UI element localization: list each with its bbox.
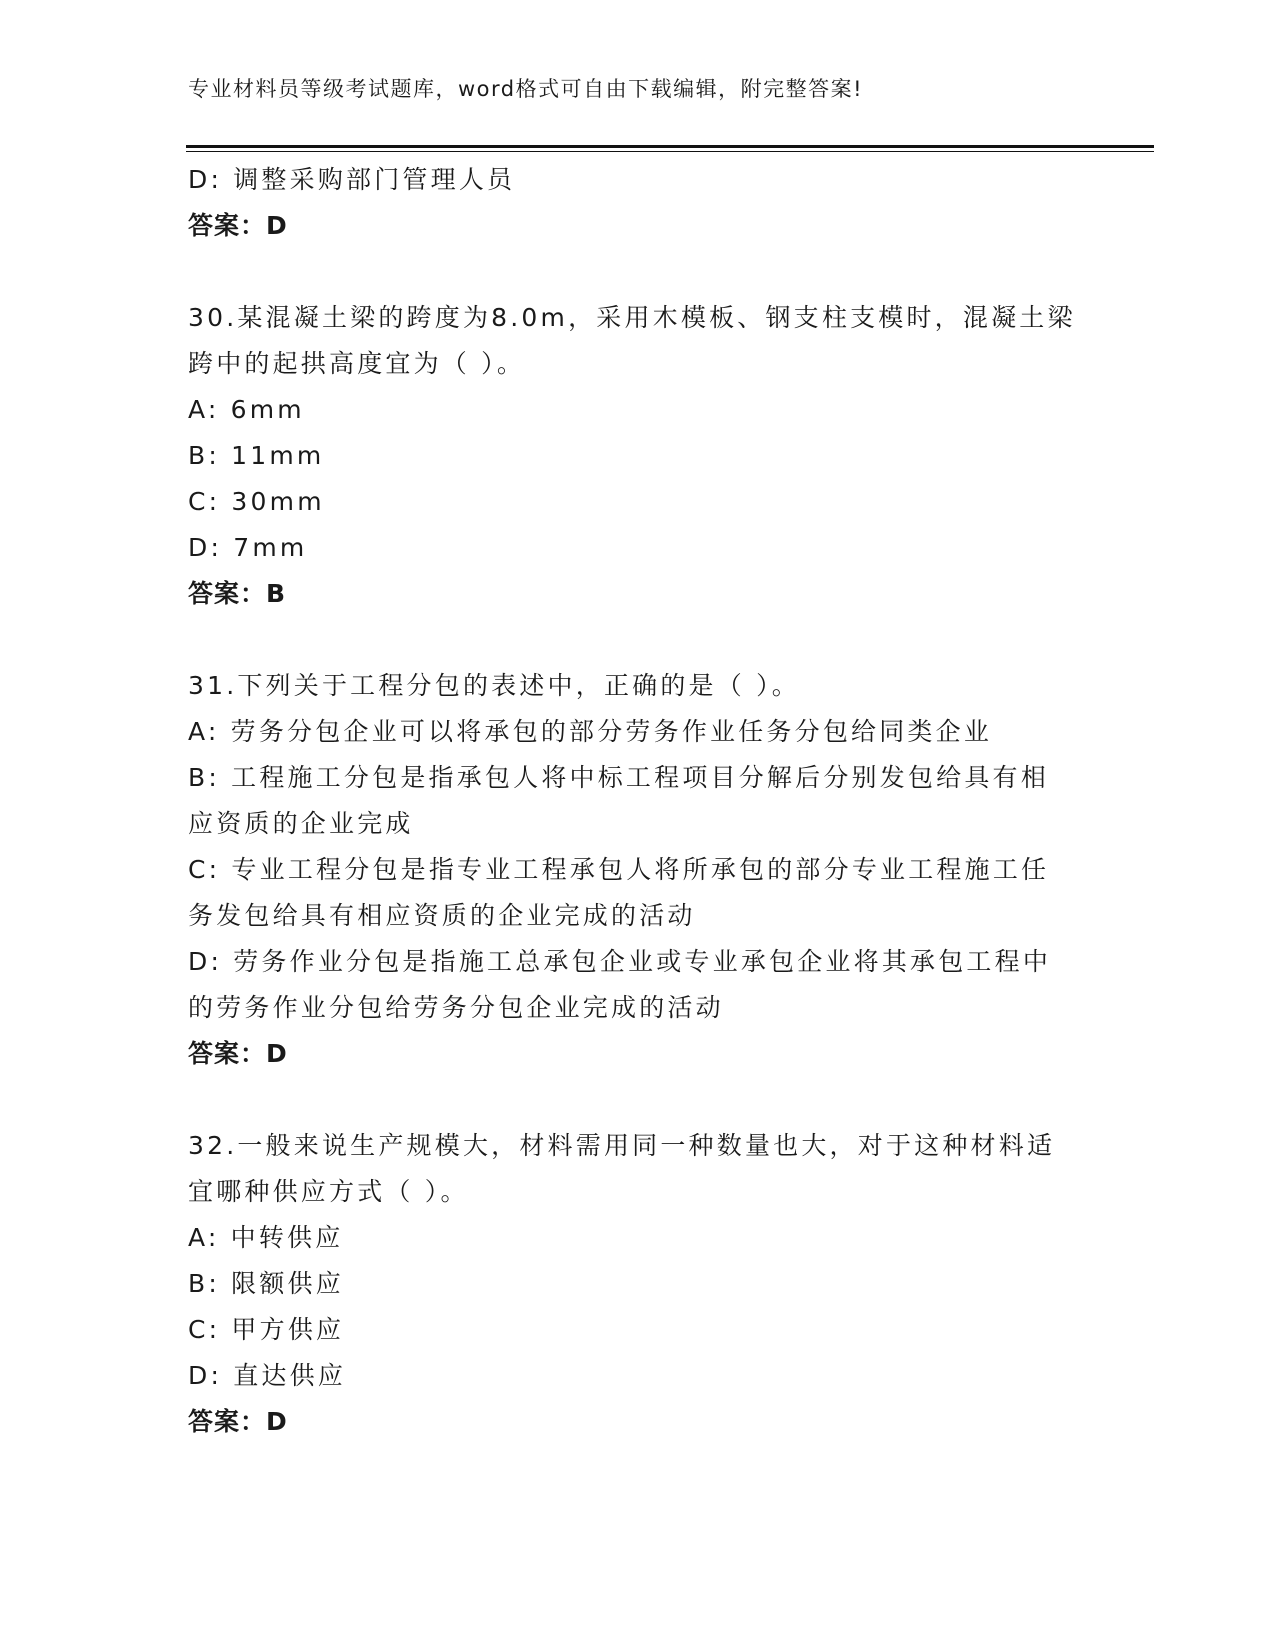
option-d: D: 调整采购部门管理人员 — [188, 165, 516, 194]
option-c: C: 甲方供应 — [188, 1315, 345, 1344]
question-content — [188, 157, 1088, 1445]
answer: 答案：B — [188, 579, 287, 608]
option-c-continued: 务发包给具有相应资质的企业完成的活动 — [188, 901, 696, 930]
question-stem: 跨中的起拱高度宜为（ ）。 — [188, 349, 526, 378]
question-stem: 30.某混凝土梁的跨度为8.0m，采用木模板、钢支柱支模时，混凝土梁 — [188, 303, 1076, 332]
option-b: B: 工程施工分包是指承包人将中标工程项目分解后分别发包给具有相 — [188, 763, 1049, 792]
option-d: D: 直达供应 — [188, 1361, 347, 1390]
header-rule-thin — [186, 151, 1154, 152]
option-d-continued: 的劳务作业分包给劳务分包企业完成的活动 — [188, 993, 724, 1022]
option-b: B: 限额供应 — [188, 1269, 344, 1298]
question-stem: 31.下列关于工程分包的表述中，正确的是（ ）。 — [188, 671, 801, 700]
answer: 答案：D — [188, 1039, 288, 1068]
option-a: A: 劳务分包企业可以将承包的部分劳务作业任务分包给同类企业 — [188, 717, 993, 746]
question-block — [188, 1123, 1088, 1445]
question-stem: 宜哪种供应方式（ ）。 — [188, 1177, 469, 1206]
option-c: C: 30mm — [188, 487, 325, 516]
option-d: D: 7mm — [188, 533, 308, 562]
option-c: C: 专业工程分包是指专业工程承包人将所承包的部分专业工程施工任 — [188, 855, 1050, 884]
option-b: B: 11mm — [188, 441, 325, 470]
page-header: 专业材料员等级考试题库，word格式可自由下载编辑，附完整答案! — [188, 77, 864, 101]
answer: 答案：D — [188, 1407, 288, 1436]
option-b-continued: 应资质的企业完成 — [188, 809, 414, 838]
answer: 答案：D — [188, 211, 288, 240]
option-a: A: 中转供应 — [188, 1223, 344, 1252]
spacer — [188, 1077, 1088, 1123]
option-a: A: 6mm — [188, 395, 305, 424]
spacer — [188, 617, 1088, 663]
question-block — [188, 295, 1088, 617]
question-stem: 32.一般来说生产规模大，材料需用同一种数量也大，对于这种材料适 — [188, 1131, 1056, 1160]
question-block — [188, 663, 1088, 1077]
spacer — [188, 249, 1088, 295]
option-d: D: 劳务作业分包是指施工总承包企业或专业承包企业将其承包工程中 — [188, 947, 1052, 976]
header-rule-thick — [186, 145, 1154, 148]
